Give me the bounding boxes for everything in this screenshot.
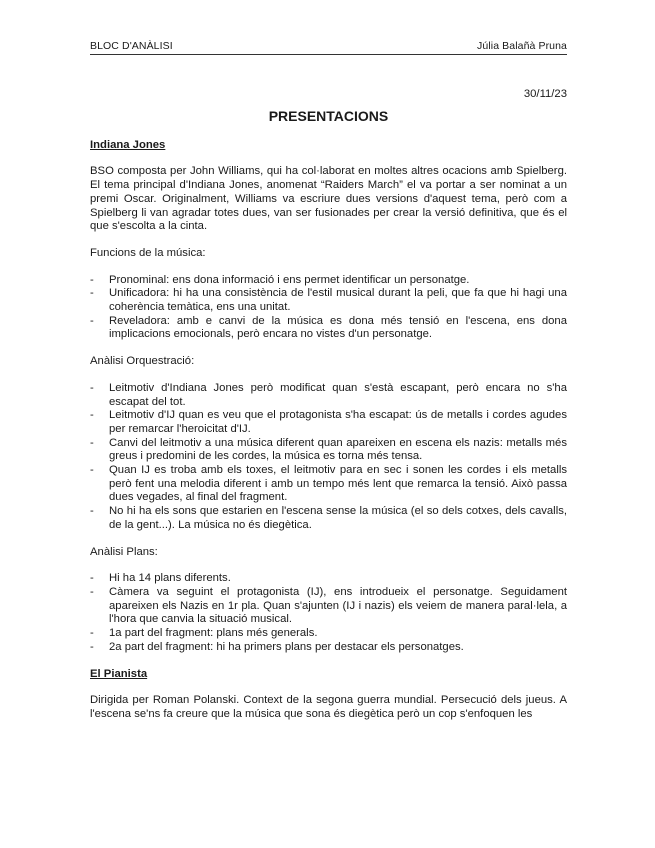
- document-body: [90, 88, 567, 735]
- list-item: - Leitmotiv d'Indiana Jones però modificat quan s'està escapant, però encara no s'ha escapat del tot.: [90, 382, 567, 409]
- header-author: Júlia Balañà Pruna: [477, 40, 567, 52]
- plans-label: Anàlisi Plans:: [90, 545, 158, 558]
- document-title: PRESENTACIONS: [268, 107, 389, 124]
- list-item: - Pronominal: ens dona informació i ens permet identificar un personatge.: [90, 274, 567, 288]
- page-header: [90, 40, 567, 54]
- list-item: - Unificadora: hi ha una consistència de l'estil musical durant la peli, que fa que hi hagi una coherència temàtica, ens una unitat.: [90, 287, 567, 314]
- list-item: - Reveladora: amb e canvi de la música es dona més tensió en l'escena, ens dona implicacions emocionals, però encara no vistes d'un personatge.: [90, 315, 567, 342]
- list-item: - Quan IJ es troba amb els toxes, el leitmotiv para en sec i sonen les cordes i els metalls però fent una melodia diferent i amb un tempo més lent que remarca la tensió. Això passa dues vegades, al final del fragment.: [90, 464, 567, 505]
- document-date: 30/11/23: [523, 88, 567, 100]
- header-left-text: BLOC D'ANÀLISI: [90, 40, 173, 52]
- orquestracio-label: Anàlisi Orquestració:: [90, 355, 195, 368]
- list-item: - Hi ha 14 plans diferents.: [90, 572, 567, 586]
- header-divider: [90, 54, 567, 55]
- list-item: - 2a part del fragment: hi ha primers plans per destacar els personatges.: [90, 641, 567, 655]
- list-item: - No hi ha els sons que estarien en l'escena sense la música (el so dels cotxes, dels cavalls, de la gent...). La música no és diegètica.: [90, 505, 567, 532]
- plans-list: [90, 572, 567, 654]
- orquestracio-list: [90, 382, 567, 533]
- list-item: - 1a part del fragment: plans més generals.: [90, 627, 567, 641]
- list-item: - Càmera va seguint el protagonista (IJ), ens introdueix el personatge. Seguidament apareixen els Nazis en 1r pla. Quan s'ajunten (IJ i nazis) els veiem de manera paral·lela, a l'hora que canvia la situació musical.: [90, 586, 567, 627]
- section-title-indiana-jones: Indiana Jones: [90, 138, 166, 151]
- pianista-intro-paragraph: Dirigida per Roman Polanski. Context de la segona guerra mundial. Persecució dels jueus. A l'escena se'ns fa creure que la música que sona és diegètica però un cop s'enfoquen les: [90, 694, 567, 720]
- list-item: - Leitmotiv d'IJ quan es veu que el protagonista s'ha escapat: ús de metalls i cordes agudes per remarcar l'heroicitat d'IJ.: [90, 409, 567, 436]
- list-item: - Canvi del leitmotiv a una música diferent quan apareixen en escena els nazis: metalls més greus i predomini de les cordes, la música es torna més tensa.: [90, 437, 567, 464]
- funcions-list: [90, 274, 567, 343]
- funcions-label: Funcions de la música:: [90, 246, 206, 259]
- section-title-el-pianista: El Pianista: [90, 667, 148, 680]
- indiana-intro-paragraph: BSO composta per John Williams, qui ha col·laborat en moltes altres ocacions amb Spielberg. El tema principal d'Indiana Jones, anomenat “Raiders March” el va portar a ser nominat a un premi Oscar. Originalment, Williams va escriure dues versions d'aquest tema, però com a Spielberg li van agradar totes dues, van ser fusionades per crear la versió definitiva, que és el que s'escolta a la cinta.: [90, 165, 567, 233]
